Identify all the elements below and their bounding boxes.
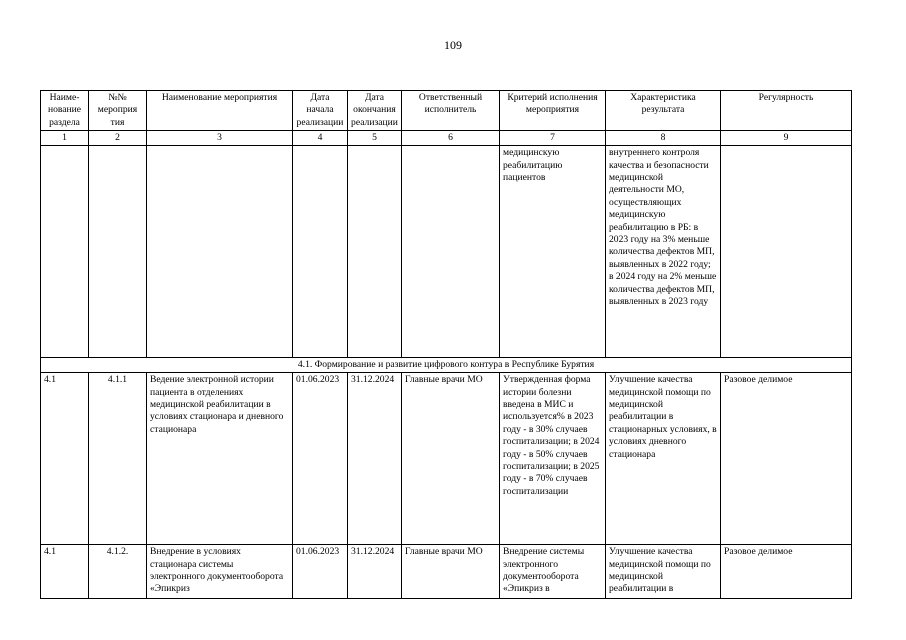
table-row — [41, 545, 852, 599]
column-number: 1 — [41, 131, 89, 146]
activities-table — [40, 90, 852, 599]
cell-section: 4.1 — [41, 373, 89, 545]
header-row — [41, 91, 852, 131]
cell-regularity: Разовое делимое — [721, 373, 852, 545]
column-number: 5 — [348, 131, 402, 146]
column-number: 7 — [500, 131, 606, 146]
column-number-row — [41, 131, 852, 146]
page-number: 109 — [444, 38, 462, 52]
cell-executor: Главные врачи МО — [402, 373, 500, 545]
cell-end-date: 31.12.2024 — [348, 545, 402, 599]
continuation-row — [41, 146, 852, 358]
column-number: 4 — [293, 131, 348, 146]
section-title-row — [41, 358, 852, 373]
column-number: 6 — [402, 131, 500, 146]
header-number: №№ мероприя тия — [89, 91, 147, 131]
cell-start-date: 01.06.2023 — [293, 545, 348, 599]
cell-number: 4.1.1 — [89, 373, 147, 545]
header-result: Характеристика результата — [606, 91, 721, 131]
cell-number: 4.1.2. — [89, 545, 147, 599]
cell-regularity: Разовое делимое — [721, 545, 852, 599]
table-row — [41, 373, 852, 545]
cell-executor: Главные врачи МО — [402, 545, 500, 599]
cell-result: Улучшение качества медицинской помощи по медицинской реабилитации в — [606, 545, 721, 599]
cell-activity-name: Ведение электронной истории пациента в отделениях медицинской реабилитации в условиях стационара и дневного стационара — [147, 373, 293, 545]
cell-end-date: 31.12.2024 — [348, 373, 402, 545]
header-criterion: Критерий исполнения мероприятия — [500, 91, 606, 131]
header-section: Наиме-нование раздела — [41, 91, 89, 131]
cell-section: 4.1 — [41, 545, 89, 599]
cell-start-date: 01.06.2023 — [293, 373, 348, 545]
cell-result: Улучшение качества медицинской помощи по медицинской реабилитации в стационарных условиях, в условиях дневного стационара — [606, 373, 721, 545]
header-activity-name: Наименование мероприятия — [147, 91, 293, 131]
cell-criterion: Утвержденная форма истории болезни введена в МИС и используется% в 2023 году - в 30% случаев госпитализации; в 2024 году - в 50% случаев госпитализации; в 2025 году - в 70% случаев госпитализации — [500, 373, 606, 545]
column-number: 2 — [89, 131, 147, 146]
continuation-criterion: медицинскую реабилитацию пациентов — [500, 146, 606, 358]
section-title: 4.1. Формирование и развитие цифрового контура в Республике Бурятия — [41, 358, 852, 373]
header-end-date: Дата окончания реализации — [348, 91, 402, 131]
header-executor: Ответственный исполнитель — [402, 91, 500, 131]
cell-activity-name: Внедрение в условиях стационара системы электронного документооборота «Эпикриз — [147, 545, 293, 599]
column-number: 8 — [606, 131, 721, 146]
column-number: 9 — [721, 131, 852, 146]
header-regularity: Регулярность — [721, 91, 852, 131]
column-number: 3 — [147, 131, 293, 146]
header-start-date: Дата начала реализации — [293, 91, 348, 131]
cell-criterion: Внедрение системы электронного документооборота «Эпикриз в — [500, 545, 606, 599]
continuation-result: внутреннего контроля качества и безопасности медицинской деятельности МО, осуществляющих медицинскую реабилитацию в РБ: в 2023 году на 3% меньше количества дефектов МП, выявленных в 2022 году; в 2024 году на 2% меньше количества дефектов МП, выявленных в 2023 году — [606, 146, 721, 358]
